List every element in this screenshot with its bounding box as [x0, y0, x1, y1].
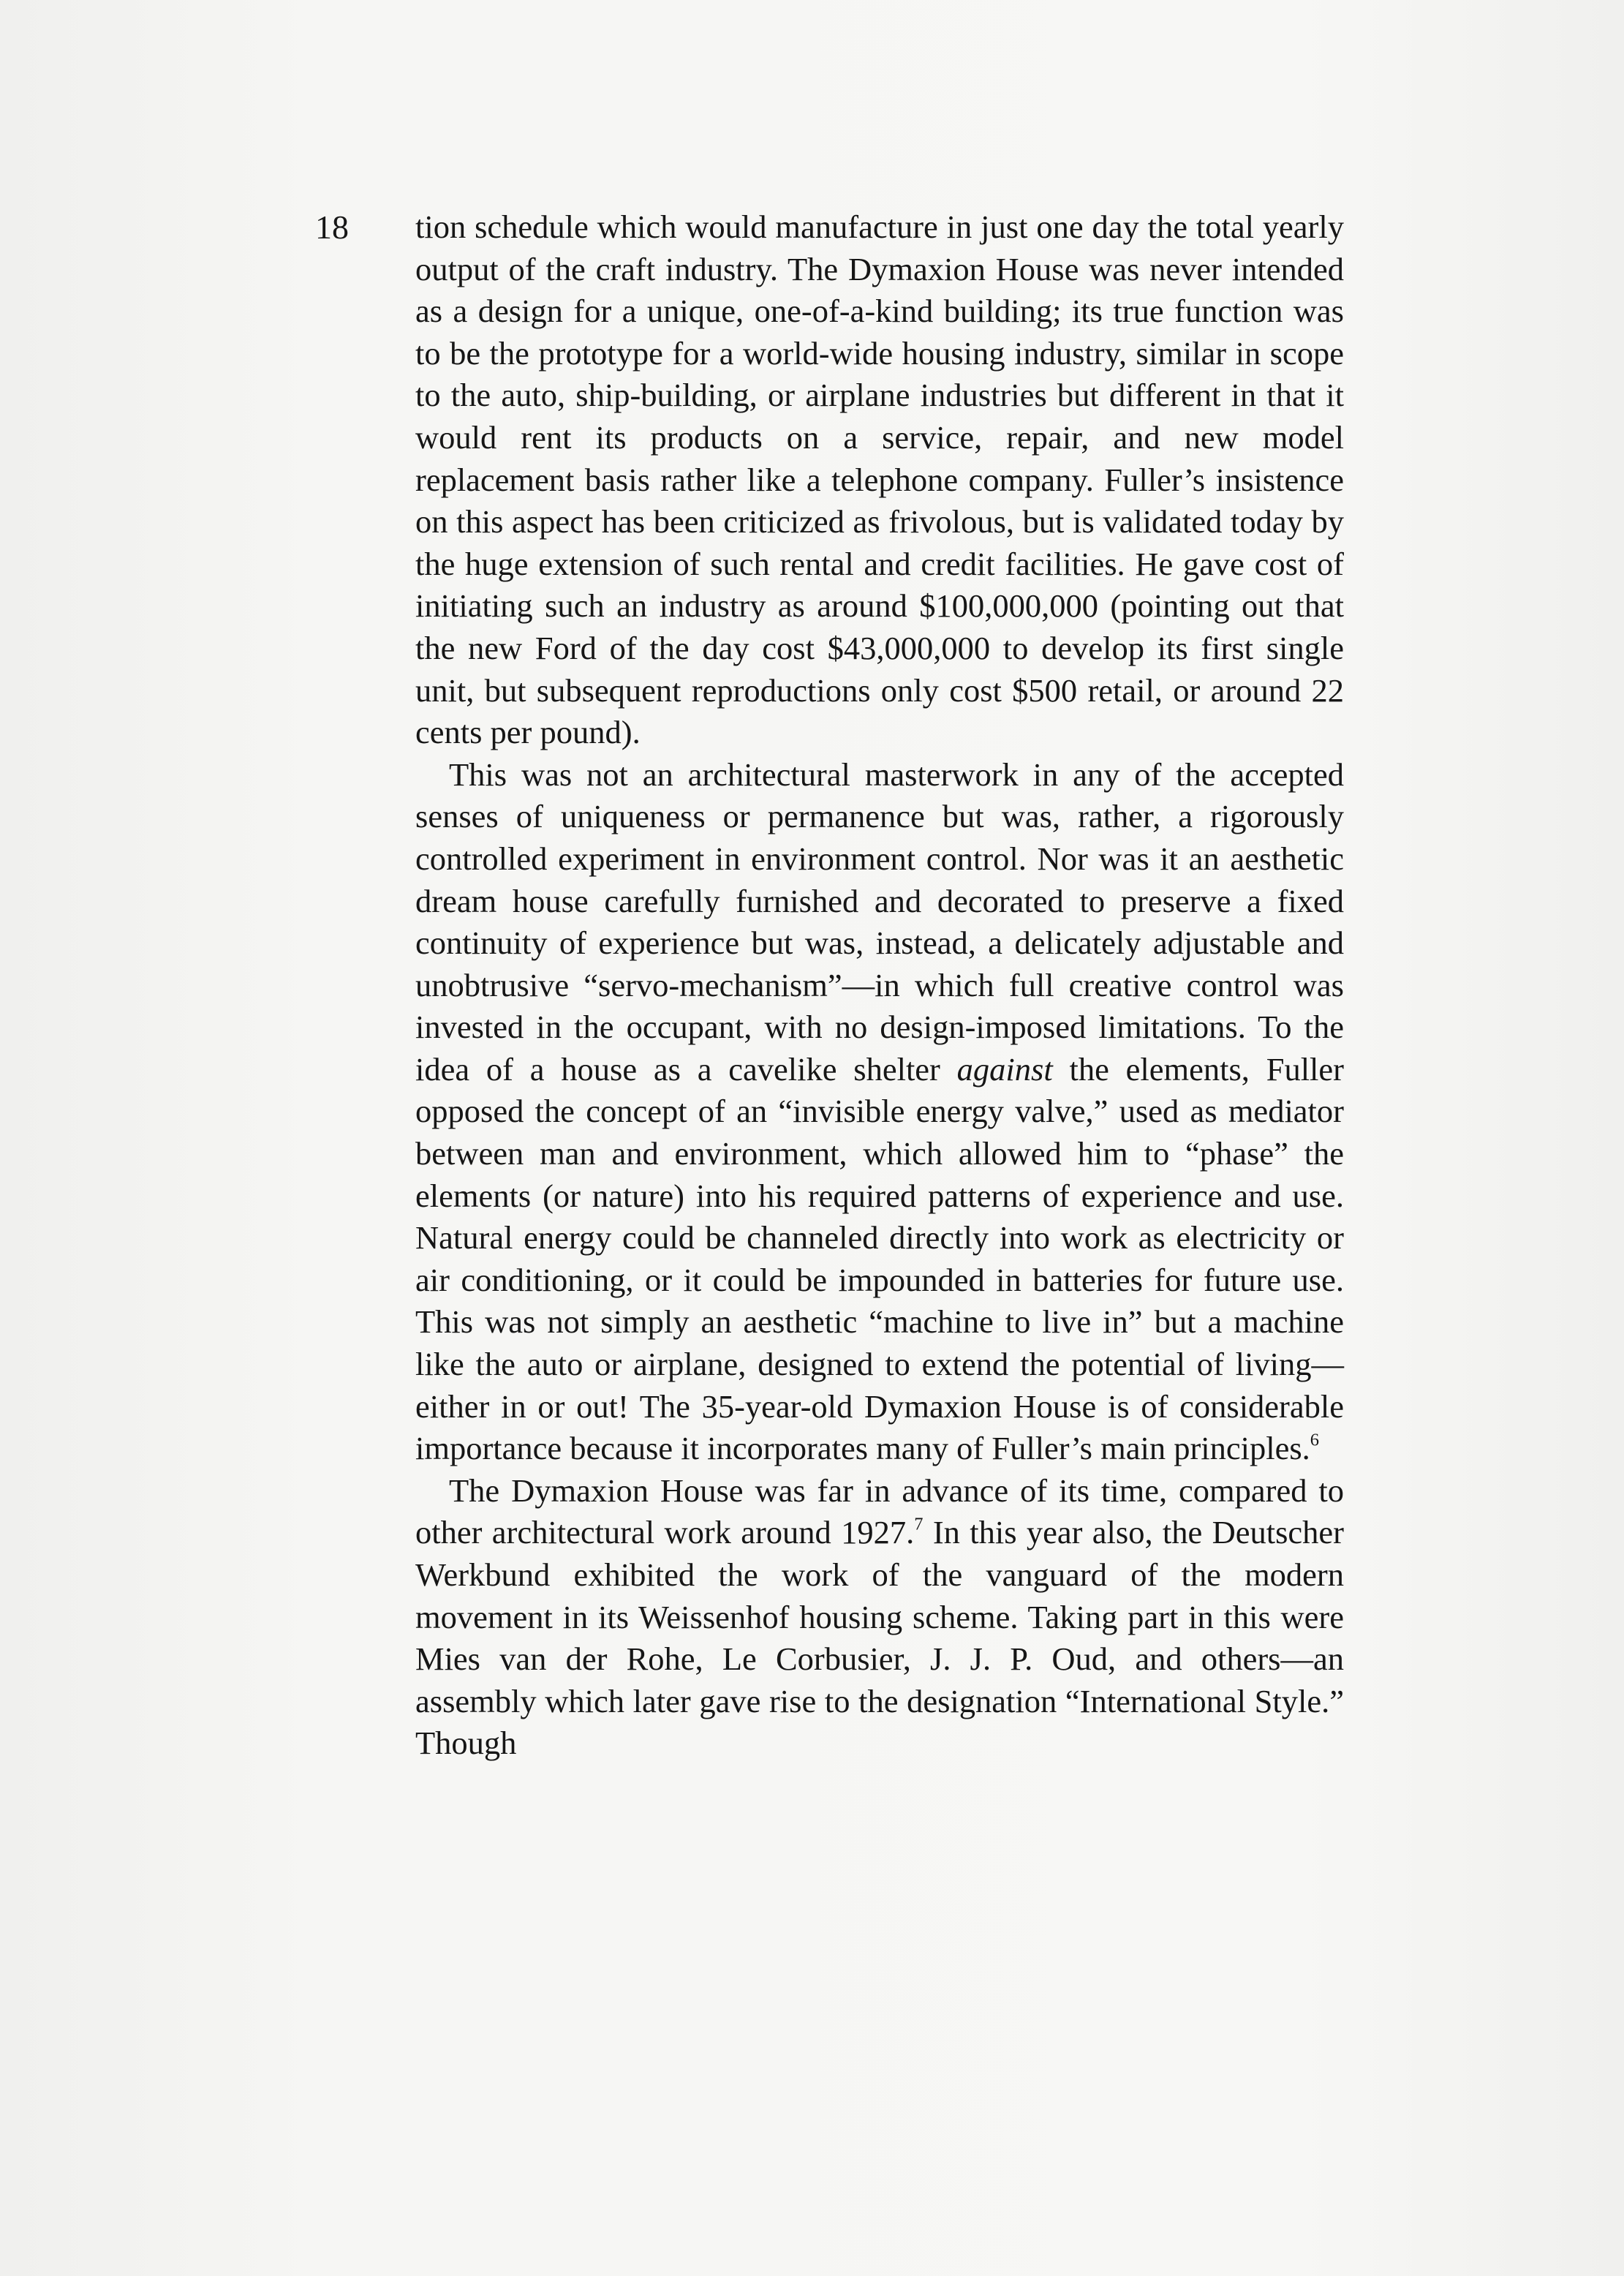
paragraph-3-text-end: In this year also, the Deutscher Werkbund exhibited the work of the vanguard of the modern movement in its Weissenhof housing scheme. Taking part in this were Mies van der Rohe, Le Corbusier, J. J. P. Oud, and others—an assembly which later gave rise to the designation “International Style.” Though — [415, 1514, 1344, 1762]
footnote-marker-6: 6 — [1310, 1430, 1320, 1450]
italic-word: against — [956, 1050, 1053, 1088]
body-text — [415, 206, 1344, 1765]
page-number: 18 — [315, 208, 349, 246]
footnote-marker-7: 7 — [914, 1515, 924, 1535]
paragraph-3-text-start: The Dymaxion House was far in advance of its time, compared to other architectural work around 1927. — [415, 1472, 1344, 1551]
paragraph-2-text-end: the elements, Fuller opposed the concept of an “invisible energy valve,” used as mediator between man and environment, which allowed him to “phase” the elements (or nature) into his required patterns of experience and use. Natural energy could be channeled directly into work as electricity or air conditioning, or it could be impounded in batteries for future use. This was not simply an aesthetic “machine to live in” but a machine like the auto or airplane, designed to extend the potential of living—either in or out! The 35-year-old Dymaxion House is of considerable importance because it incorporates many of Fuller’s main principles. — [415, 1050, 1344, 1467]
paragraph-3 — [415, 1470, 1344, 1765]
paragraph-2 — [415, 754, 1344, 1470]
paragraph-1: tion schedule which would manufacture in just one day the total yearly output of the craft industry. The Dymaxion House was never intended as a design for a unique, one-of-a-kind building; its true function was to be the prototype for a world-wide housing industry, similar in scope to the auto, ship-building, or airplane industries but different in that it would rent its products on a service, repair, and new model replacement basis rather like a telephone company. Fuller’s insistence on this aspect has been criticized as frivolous, but is validated today by the huge extension of such rental and credit facilities. He gave cost of initiating such an industry as around $100,000,000 (pointing out that the new Ford of the day cost $43,000,000 to develop its first single unit, but subsequent reproductions only cost $500 retail, or around 22 cents per pound). — [415, 208, 1344, 751]
paragraph-2-text-start: This was not an architectural masterwork in any of the accepted senses of uniqueness or permanence but was, rather, a rigorously controlled experiment in environment control. Nor was it an aesthetic dream house carefully furnished and decorated to preserve a fixed continuity of experience but was, instead, a delicately adjustable and unobtrusive “servo-mechanism”—in which full creative control was invested in the occupant, with no design-imposed limitations. To the idea of a house as a cavelike shelter — [415, 755, 1344, 1088]
